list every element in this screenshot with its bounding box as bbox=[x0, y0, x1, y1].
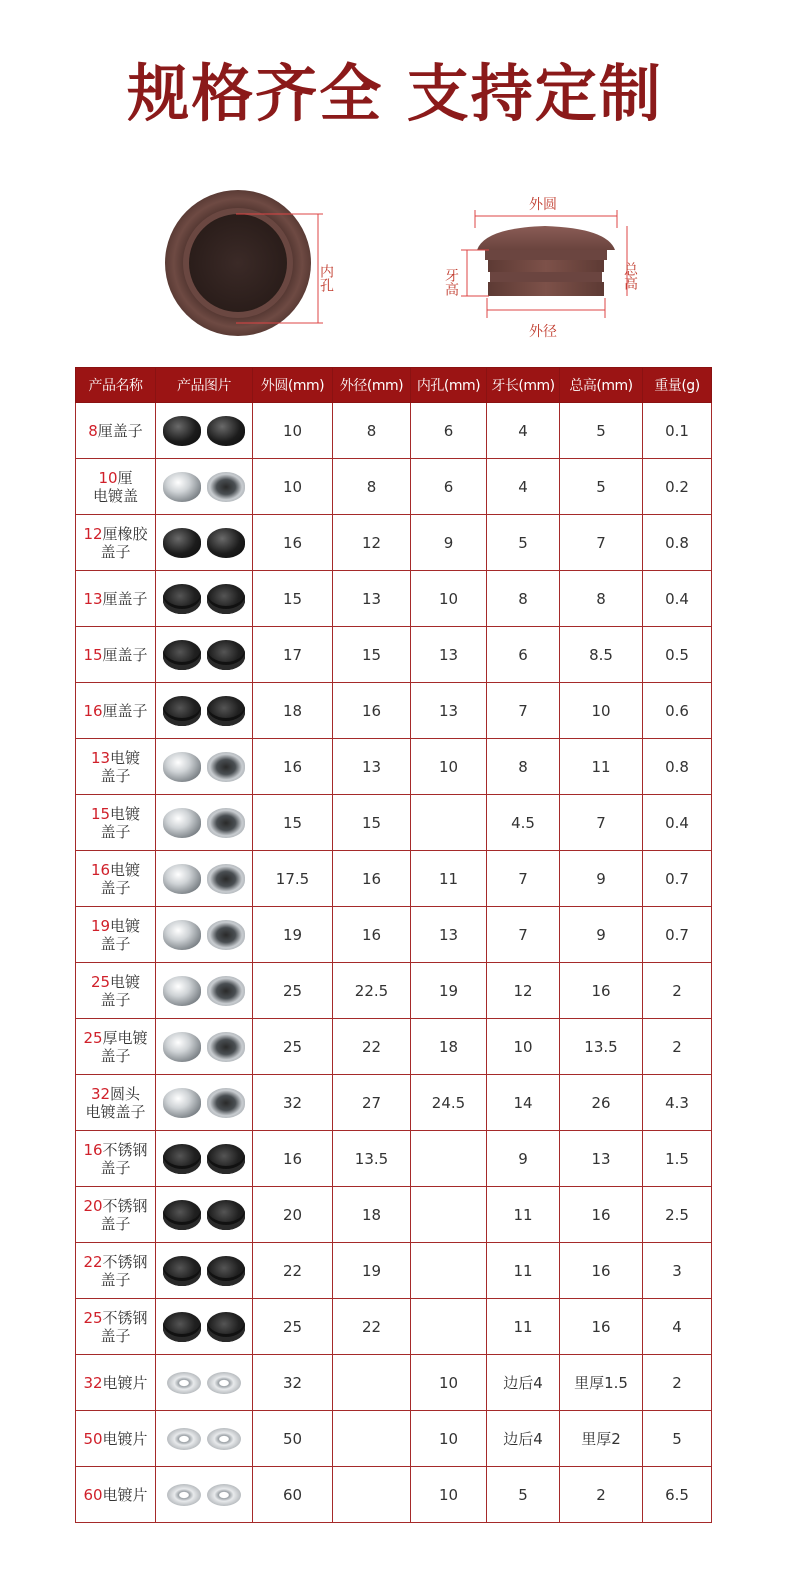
outer-circle-cell: 16 bbox=[253, 1131, 333, 1187]
weight-cell: 0.8 bbox=[643, 515, 712, 571]
outer-circle-cell: 17.5 bbox=[253, 851, 333, 907]
size-number: 16 bbox=[90, 860, 111, 879]
table-row bbox=[76, 739, 712, 795]
weight-cell: 2 bbox=[643, 1019, 712, 1075]
table-row bbox=[76, 1075, 712, 1131]
product-image-cell bbox=[156, 459, 253, 515]
cap-top-image bbox=[163, 1088, 201, 1118]
outer-circle-cell: 17 bbox=[253, 627, 333, 683]
cap-top-image bbox=[163, 1312, 201, 1342]
cap-top-image bbox=[163, 808, 201, 838]
product-name-text: 电镀 bbox=[110, 748, 141, 767]
product-image-cell bbox=[156, 515, 253, 571]
outer-circle-cell: 15 bbox=[253, 571, 333, 627]
table-row bbox=[76, 1467, 712, 1523]
product-name-text: 电镀片 bbox=[102, 1373, 148, 1392]
inner-hole-cell: 10 bbox=[411, 1467, 487, 1523]
product-name-cell bbox=[76, 627, 156, 683]
product-name-text: 厘盖子 bbox=[102, 645, 148, 664]
total-height-cell: 10 bbox=[560, 683, 643, 739]
cap-top-image bbox=[163, 920, 201, 950]
cap-side-image bbox=[207, 976, 245, 1006]
size-number: 10 bbox=[98, 468, 118, 487]
total-height-cell: 13.5 bbox=[560, 1019, 643, 1075]
outer-diameter-cell: 15 bbox=[333, 627, 411, 683]
product-name-text-2: 盖子 bbox=[100, 934, 131, 953]
thread-length-cell: 11 bbox=[487, 1187, 560, 1243]
weight-cell: 4.3 bbox=[643, 1075, 712, 1131]
size-number: 15 bbox=[90, 804, 111, 823]
size-number: 22 bbox=[83, 1252, 103, 1271]
cap-top-image bbox=[163, 864, 201, 894]
cap-side-image bbox=[207, 1032, 245, 1062]
outer-diameter-cell: 13 bbox=[333, 739, 411, 795]
product-image-cell bbox=[156, 1131, 253, 1187]
product-name-text: 电镀 bbox=[110, 804, 141, 823]
product-name-text: 电镀 bbox=[110, 860, 141, 879]
cap-top-image bbox=[163, 752, 201, 782]
cap-top-image bbox=[163, 1144, 201, 1174]
inner-hole-cell bbox=[411, 795, 487, 851]
inner-hole-diagram bbox=[158, 188, 348, 348]
product-name-text-2: 盖子 bbox=[100, 1046, 131, 1065]
weight-cell: 0.4 bbox=[643, 795, 712, 851]
cap-side-image bbox=[207, 1200, 245, 1230]
outer-circle-cell: 25 bbox=[253, 963, 333, 1019]
weight-cell: 2 bbox=[643, 1355, 712, 1411]
cap-dome-shape bbox=[477, 226, 615, 250]
product-name-text: 电镀 bbox=[110, 916, 141, 935]
size-number: 8 bbox=[88, 421, 98, 440]
thread-length-cell: 8 bbox=[487, 571, 560, 627]
product-name-text-2: 盖子 bbox=[100, 878, 131, 897]
outer-diameter-cell: 22 bbox=[333, 1019, 411, 1075]
weight-cell: 0.7 bbox=[643, 907, 712, 963]
thread-length-cell: 4.5 bbox=[487, 795, 560, 851]
outer-circle-cell: 10 bbox=[253, 459, 333, 515]
product-name-cell bbox=[76, 963, 156, 1019]
weight-cell: 0.6 bbox=[643, 683, 712, 739]
total-height-cell: 16 bbox=[560, 963, 643, 1019]
total-height-cell: 5 bbox=[560, 403, 643, 459]
outer-circle-cell: 25 bbox=[253, 1299, 333, 1355]
product-name-cell bbox=[76, 851, 156, 907]
outer-circle-cell: 32 bbox=[253, 1355, 333, 1411]
outer-diameter-cell: 16 bbox=[333, 683, 411, 739]
outer-diameter-cell: 13.5 bbox=[333, 1131, 411, 1187]
total-height-cell: 16 bbox=[560, 1243, 643, 1299]
table-row bbox=[76, 515, 712, 571]
product-name-text: 不锈钢 bbox=[102, 1252, 148, 1271]
outer-circle-cell: 16 bbox=[253, 739, 333, 795]
size-number: 60 bbox=[83, 1485, 103, 1504]
header-total-height: 总高(mm) bbox=[560, 368, 643, 403]
table-header-row bbox=[76, 368, 712, 403]
table-row bbox=[76, 1411, 712, 1467]
size-number: 25 bbox=[90, 972, 111, 991]
cap-side-image bbox=[207, 1088, 245, 1118]
header-product-image: 产品图片 bbox=[156, 368, 253, 403]
size-number: 50 bbox=[83, 1429, 103, 1448]
product-name-text: 电镀 bbox=[110, 972, 141, 991]
thread-length-cell: 11 bbox=[487, 1299, 560, 1355]
outer-circle-cell: 60 bbox=[253, 1467, 333, 1523]
product-name-cell bbox=[76, 1019, 156, 1075]
size-number: 13 bbox=[83, 589, 103, 608]
product-name-cell bbox=[76, 1243, 156, 1299]
cap-side-image bbox=[207, 640, 245, 670]
inner-hole-cell: 10 bbox=[411, 739, 487, 795]
total-height-cell: 8 bbox=[560, 571, 643, 627]
cap-top-image bbox=[163, 1256, 201, 1286]
product-name-cell bbox=[76, 1187, 156, 1243]
product-name-text: 厚电镀 bbox=[102, 1028, 148, 1047]
table-row bbox=[76, 1243, 712, 1299]
thread-length-cell: 边后4 bbox=[487, 1355, 560, 1411]
product-name-cell bbox=[76, 1411, 156, 1467]
product-name-text-2: 盖子 bbox=[100, 1326, 131, 1345]
product-name-cell bbox=[76, 1467, 156, 1523]
product-name-text-2: 电镀盖子 bbox=[85, 1102, 146, 1121]
inner-hole-cell: 10 bbox=[411, 1355, 487, 1411]
outer-circle-cell: 16 bbox=[253, 515, 333, 571]
inner-hole-cell: 6 bbox=[411, 459, 487, 515]
outer-circle-cell: 20 bbox=[253, 1187, 333, 1243]
cap-side-image bbox=[207, 1144, 245, 1174]
thread-length-cell: 4 bbox=[487, 459, 560, 515]
thread-length-cell: 14 bbox=[487, 1075, 560, 1131]
inner-hole-cell: 10 bbox=[411, 571, 487, 627]
weight-cell: 0.7 bbox=[643, 851, 712, 907]
spec-table bbox=[75, 367, 712, 1523]
weight-cell: 0.2 bbox=[643, 459, 712, 515]
outer-circle-label: 外圆 bbox=[529, 197, 557, 213]
size-number: 25 bbox=[83, 1028, 103, 1047]
total-height-cell: 13 bbox=[560, 1131, 643, 1187]
cap-top-image bbox=[163, 696, 201, 726]
outer-diameter-cell bbox=[333, 1467, 411, 1523]
product-image-cell bbox=[156, 1019, 253, 1075]
table-row bbox=[76, 1299, 712, 1355]
product-name-cell bbox=[76, 907, 156, 963]
header-inner-hole: 内孔(mm) bbox=[411, 368, 487, 403]
size-number: 25 bbox=[83, 1308, 103, 1327]
side-view-diagram bbox=[445, 188, 655, 348]
product-name-cell bbox=[76, 795, 156, 851]
product-name-text: 不锈钢 bbox=[102, 1196, 148, 1215]
cap-top-image bbox=[167, 1428, 201, 1450]
weight-cell: 6.5 bbox=[643, 1467, 712, 1523]
product-name-cell bbox=[76, 1299, 156, 1355]
product-name-text-2: 盖子 bbox=[100, 822, 131, 841]
inner-hole-cell: 11 bbox=[411, 851, 487, 907]
size-number: 19 bbox=[90, 916, 111, 935]
product-name-cell bbox=[76, 683, 156, 739]
cap-top-image bbox=[163, 472, 201, 502]
outer-diameter-cell: 18 bbox=[333, 1187, 411, 1243]
product-image-cell bbox=[156, 1355, 253, 1411]
size-number: 32 bbox=[90, 1084, 111, 1103]
thread-length-cell: 11 bbox=[487, 1243, 560, 1299]
product-image-cell bbox=[156, 1299, 253, 1355]
header-outer-circle: 外圆(mm) bbox=[253, 368, 333, 403]
outer-circle-cell: 18 bbox=[253, 683, 333, 739]
cap-thread-shape bbox=[488, 282, 604, 296]
total-height-cell: 里厚2 bbox=[560, 1411, 643, 1467]
product-image-cell bbox=[156, 963, 253, 1019]
outer-diameter-cell: 13 bbox=[333, 571, 411, 627]
product-name-text: 厘盖子 bbox=[97, 421, 143, 440]
table-row bbox=[76, 963, 712, 1019]
total-height-cell: 5 bbox=[560, 459, 643, 515]
product-image-cell bbox=[156, 1467, 253, 1523]
page-title: 规格齐全 支持定制 bbox=[127, 57, 663, 130]
outer-circle-cell: 19 bbox=[253, 907, 333, 963]
cap-top-image bbox=[163, 528, 201, 558]
product-image-cell bbox=[156, 1243, 253, 1299]
thread-height-label: 牙高 bbox=[443, 268, 459, 296]
product-name-text: 不锈钢 bbox=[102, 1308, 148, 1327]
cap-top-image bbox=[163, 416, 201, 446]
cap-top-image bbox=[163, 640, 201, 670]
outer-diameter-cell: 8 bbox=[333, 459, 411, 515]
outer-diameter-cell: 12 bbox=[333, 515, 411, 571]
product-name-cell bbox=[76, 1355, 156, 1411]
size-number: 15 bbox=[83, 645, 103, 664]
cap-top-image bbox=[163, 1200, 201, 1230]
weight-cell: 5 bbox=[643, 1411, 712, 1467]
size-number: 12 bbox=[83, 524, 103, 543]
table-body bbox=[76, 403, 712, 1523]
thread-length-cell: 7 bbox=[487, 907, 560, 963]
header-product-name: 产品名称 bbox=[76, 368, 156, 403]
product-image-cell bbox=[156, 571, 253, 627]
table-row bbox=[76, 683, 712, 739]
product-name-text: 厘 bbox=[117, 468, 133, 487]
cap-top-image bbox=[167, 1372, 201, 1394]
inner-hole-cell bbox=[411, 1131, 487, 1187]
total-height-cell: 9 bbox=[560, 851, 643, 907]
inner-hole-cell: 13 bbox=[411, 907, 487, 963]
header-outer-diameter: 外径(mm) bbox=[333, 368, 411, 403]
total-height-label: 总高 bbox=[622, 262, 638, 290]
product-name-text: 电镀片 bbox=[102, 1485, 148, 1504]
total-height-cell: 7 bbox=[560, 515, 643, 571]
total-height-cell: 9 bbox=[560, 907, 643, 963]
product-image-cell bbox=[156, 683, 253, 739]
product-name-cell bbox=[76, 1075, 156, 1131]
inner-hole-cell bbox=[411, 1299, 487, 1355]
header-weight: 重量(g) bbox=[643, 368, 712, 403]
product-name-text: 不锈钢 bbox=[102, 1140, 148, 1159]
product-name-text: 圆头 bbox=[110, 1084, 141, 1103]
cap-side-image bbox=[207, 1256, 245, 1286]
total-height-cell: 里厚1.5 bbox=[560, 1355, 643, 1411]
total-height-cell: 16 bbox=[560, 1187, 643, 1243]
thread-length-cell: 7 bbox=[487, 683, 560, 739]
inner-hole-cell bbox=[411, 1243, 487, 1299]
inner-hole-cell: 24.5 bbox=[411, 1075, 487, 1131]
thread-length-cell: 7 bbox=[487, 851, 560, 907]
outer-circle-cell: 50 bbox=[253, 1411, 333, 1467]
cap-side-image bbox=[207, 416, 245, 446]
product-name-cell bbox=[76, 739, 156, 795]
thread-length-cell: 12 bbox=[487, 963, 560, 1019]
total-height-cell: 7 bbox=[560, 795, 643, 851]
thread-length-cell: 6 bbox=[487, 627, 560, 683]
inner-hole-cell: 19 bbox=[411, 963, 487, 1019]
product-image-cell bbox=[156, 627, 253, 683]
cap-side-image bbox=[207, 752, 245, 782]
product-image-cell bbox=[156, 1187, 253, 1243]
outer-diameter-cell: 15 bbox=[333, 795, 411, 851]
thread-length-cell: 8 bbox=[487, 739, 560, 795]
table-row bbox=[76, 1355, 712, 1411]
outer-diameter-label: 外径 bbox=[529, 324, 557, 340]
cap-side-image bbox=[207, 1428, 241, 1450]
weight-cell: 1.5 bbox=[643, 1131, 712, 1187]
table-row bbox=[76, 403, 712, 459]
product-image-cell bbox=[156, 739, 253, 795]
total-height-cell: 2 bbox=[560, 1467, 643, 1523]
weight-cell: 3 bbox=[643, 1243, 712, 1299]
product-image-cell bbox=[156, 907, 253, 963]
product-name-text: 厘盖子 bbox=[102, 701, 148, 720]
inner-hole-cell: 9 bbox=[411, 515, 487, 571]
total-height-cell: 26 bbox=[560, 1075, 643, 1131]
cap-side-image bbox=[207, 1372, 241, 1394]
product-name-text-2: 电镀盖 bbox=[92, 486, 138, 505]
table-row bbox=[76, 1187, 712, 1243]
cap-side-image bbox=[207, 584, 245, 614]
outer-circle-cell: 10 bbox=[253, 403, 333, 459]
cap-side-image bbox=[207, 1312, 245, 1342]
inner-hole-cell: 13 bbox=[411, 683, 487, 739]
product-image-cell bbox=[156, 1075, 253, 1131]
table-row bbox=[76, 1019, 712, 1075]
total-height-cell: 8.5 bbox=[560, 627, 643, 683]
product-name-text: 厘橡胶 bbox=[102, 524, 148, 543]
inner-hole-cell bbox=[411, 1187, 487, 1243]
table-row bbox=[76, 907, 712, 963]
product-name-text-2: 盖子 bbox=[100, 1270, 131, 1289]
table-row bbox=[76, 459, 712, 515]
cap-top-image bbox=[163, 584, 201, 614]
inner-hole-cell: 10 bbox=[411, 1411, 487, 1467]
product-image-cell bbox=[156, 851, 253, 907]
size-number: 16 bbox=[83, 1140, 103, 1159]
outer-diameter-cell: 19 bbox=[333, 1243, 411, 1299]
cap-top-image bbox=[167, 1484, 201, 1506]
weight-cell: 2.5 bbox=[643, 1187, 712, 1243]
weight-cell: 2 bbox=[643, 963, 712, 1019]
product-image-cell bbox=[156, 795, 253, 851]
outer-circle-cell: 22 bbox=[253, 1243, 333, 1299]
outer-diameter-cell: 27 bbox=[333, 1075, 411, 1131]
outer-diameter-cell: 8 bbox=[333, 403, 411, 459]
weight-cell: 0.5 bbox=[643, 627, 712, 683]
size-number: 16 bbox=[83, 701, 103, 720]
product-name-text-2: 盖子 bbox=[100, 1214, 131, 1233]
table-row bbox=[76, 627, 712, 683]
thread-length-cell: 10 bbox=[487, 1019, 560, 1075]
product-name-cell bbox=[76, 403, 156, 459]
cap-top-image bbox=[163, 976, 201, 1006]
table-row bbox=[76, 795, 712, 851]
inner-hole-cell: 13 bbox=[411, 627, 487, 683]
product-image-cell bbox=[156, 1411, 253, 1467]
table-row bbox=[76, 571, 712, 627]
outer-diameter-cell: 22.5 bbox=[333, 963, 411, 1019]
cap-side-image bbox=[207, 696, 245, 726]
product-image-cell bbox=[156, 403, 253, 459]
product-name-text: 厘盖子 bbox=[102, 589, 148, 608]
outer-diameter-cell bbox=[333, 1355, 411, 1411]
weight-cell: 4 bbox=[643, 1299, 712, 1355]
cap-top-image bbox=[163, 1032, 201, 1062]
outer-circle-cell: 32 bbox=[253, 1075, 333, 1131]
size-number: 20 bbox=[83, 1196, 103, 1215]
table-row bbox=[76, 1131, 712, 1187]
thread-length-cell: 5 bbox=[487, 515, 560, 571]
weight-cell: 0.4 bbox=[643, 571, 712, 627]
inner-hole-label: 内孔 bbox=[318, 264, 334, 292]
weight-cell: 0.1 bbox=[643, 403, 712, 459]
product-name-cell bbox=[76, 459, 156, 515]
thread-length-cell: 边后4 bbox=[487, 1411, 560, 1467]
product-name-cell bbox=[76, 1131, 156, 1187]
product-name-text-2: 盖子 bbox=[100, 990, 131, 1009]
product-name-cell bbox=[76, 515, 156, 571]
outer-diameter-cell: 16 bbox=[333, 851, 411, 907]
total-height-cell: 11 bbox=[560, 739, 643, 795]
header-thread-length: 牙长(mm) bbox=[487, 368, 560, 403]
cap-side-image bbox=[207, 1484, 241, 1506]
product-name-text-2: 盖子 bbox=[100, 766, 131, 785]
cap-side-image bbox=[207, 864, 245, 894]
product-name-text-2: 盖子 bbox=[100, 1158, 131, 1177]
cap-side-image bbox=[207, 528, 245, 558]
cap-side-image bbox=[207, 472, 245, 502]
cap-side-image bbox=[207, 920, 245, 950]
size-number: 32 bbox=[83, 1373, 103, 1392]
thread-length-cell: 9 bbox=[487, 1131, 560, 1187]
weight-cell: 0.8 bbox=[643, 739, 712, 795]
thread-length-cell: 4 bbox=[487, 403, 560, 459]
product-name-text: 电镀片 bbox=[102, 1429, 148, 1448]
product-name-cell bbox=[76, 571, 156, 627]
outer-diameter-cell bbox=[333, 1411, 411, 1467]
total-height-cell: 16 bbox=[560, 1299, 643, 1355]
cap-inner-shape bbox=[189, 214, 287, 312]
outer-circle-cell: 25 bbox=[253, 1019, 333, 1075]
outer-circle-cell: 15 bbox=[253, 795, 333, 851]
thread-length-cell: 5 bbox=[487, 1467, 560, 1523]
outer-diameter-cell: 16 bbox=[333, 907, 411, 963]
cap-side-image bbox=[207, 808, 245, 838]
table-row bbox=[76, 851, 712, 907]
product-name-text-2: 盖子 bbox=[100, 542, 131, 561]
inner-hole-cell: 6 bbox=[411, 403, 487, 459]
outer-diameter-cell: 22 bbox=[333, 1299, 411, 1355]
inner-hole-cell: 18 bbox=[411, 1019, 487, 1075]
size-number: 13 bbox=[90, 748, 111, 767]
